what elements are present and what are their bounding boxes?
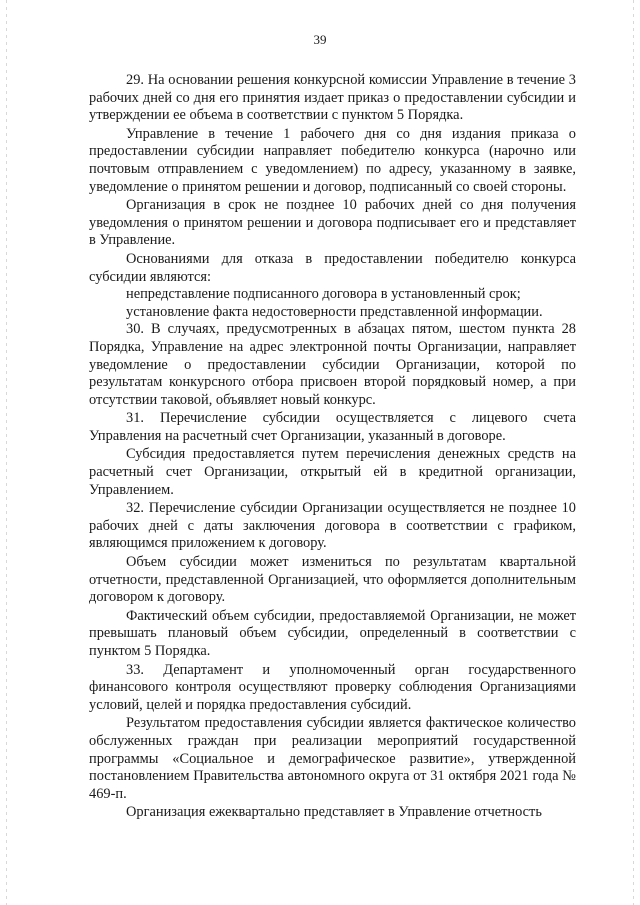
scan-edge-right bbox=[633, 0, 634, 905]
paragraph-result: Результатом предоставления субсидии является фактическое количество обслуженных граждан при реализации мероприятий государственной программы «Социальное и демографическое развитие», утвержденной постановлением Правительства автономного округа от 31 октября 2021 года № 469-п. bbox=[89, 715, 576, 802]
paragraph-notification: Управление в течение 1 рабочего дня со дня издания приказа о предоставлении субсидии направляет победителю конкурса (нарочно или почтовым отправлением с уведомлением) по адресу, указанному в заявке, уведомление о принятом решении и договор, подписанный со своей стороны. bbox=[89, 125, 576, 195]
paragraph-32: 32. Перечисление субсидии Организации осуществляется не позднее 10 рабочих дней с даты заключения договора в соответствии с графиком, являющимся приложением к договору. bbox=[89, 500, 576, 552]
scan-edge-left bbox=[6, 0, 7, 905]
list-item-refusal-1: непредставление подписанного договора в установленный срок; bbox=[126, 286, 521, 303]
paragraph-33: 33. Департамент и уполномоченный орган государственного финансового контроля осуществляют проверку соблюдения Организациями условий, целей и порядка предоставления субсидий. bbox=[89, 661, 576, 713]
paragraph-volume-change: Объем субсидии может измениться по результатам квартальной отчетности, представленной Организацией, что оформляется дополнительным договором к договору. bbox=[89, 554, 576, 606]
paragraph-30: 30. В случаях, предусмотренных в абзацах пятом, шестом пункта 28 Порядка, Управление на адрес электронной почты Организации, направляет уведомление о предоставлении субсидии Организации, которой по результатам конкурсного отбора присвоен второй порядковый номер, а при отсутствии таковой, объявляет новый конкурс. bbox=[89, 321, 576, 408]
document-body bbox=[89, 72, 576, 822]
list-item-refusal-2: установление факта недостоверности представленной информации. bbox=[126, 303, 543, 320]
paragraph-29: 29. На основании решения конкурсной комиссии Управление в течение 3 рабочих дней со дня его принятия издает приказ о предоставлении субсидии и утверждении ее объема в соответствии с пунктом 5 Порядка. bbox=[89, 72, 576, 124]
paragraph-31: 31. Перечисление субсидии осуществляется с лицевого счета Управления на расчетный счет Организации, указанный в договоре. bbox=[89, 410, 576, 444]
paragraph-contract-signing: Организация в срок не позднее 10 рабочих дней со дня получения уведомления о принятом решении и договора подписывает его и представляет в Управление. bbox=[89, 197, 576, 249]
paragraph-reporting: Организация ежеквартально представляет в Управление отчетность bbox=[126, 804, 542, 821]
paragraph-actual-volume: Фактический объем субсидии, предоставляемой Организации, не может превышать плановый объем субсидии, определенный в соответствии с пунктом 5 Порядка. bbox=[89, 607, 576, 659]
paragraph-subsidy-transfer: Субсидия предоставляется путем перечисления денежных средств на расчетный счет Организации, открытый ей в кредитной организации, Управлением. bbox=[89, 446, 576, 498]
paragraph-refusal-grounds: Основаниями для отказа в предоставлении победителю конкурса субсидии являются: bbox=[89, 250, 576, 285]
page-number: 39 bbox=[313, 32, 327, 47]
